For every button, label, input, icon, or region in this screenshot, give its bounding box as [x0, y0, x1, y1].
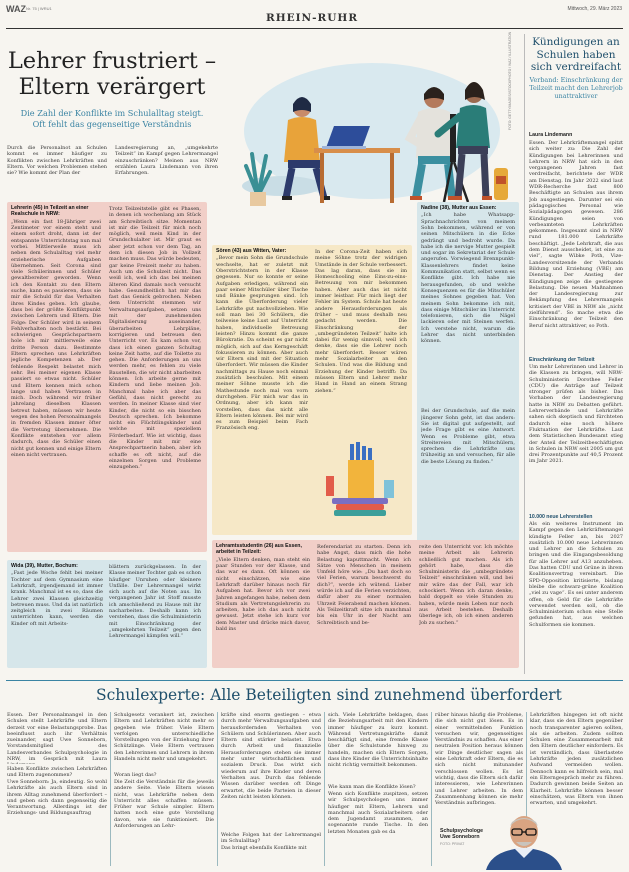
card-3-heading: Nadine (38), Mutter aus Essen:	[421, 205, 497, 211]
sidebar-headline-line2: Schulen haben	[536, 48, 616, 61]
card-mother-essen	[417, 202, 519, 552]
pencil-cup-illustration	[322, 440, 406, 530]
sidebar-body-3: Als ein weiteres Instrument im Kampf gegen den Lehrkräftemangel kündigte Feller an, bis 2027 zusätzlich 10.000 neue Lehrerinnen und Lehrer an die Schulen zu bringen und die Eingangsbesoldung für alle Lehrer auf A13 anzuheben. Das hatten CDU und Grüne in ihrem Koalitionsvertrag vereinbart. Die SPD-Opposition kritisierte, bislang bleibe die schwarz-grüne Koalition „viel zu vage“. Es sei unter anderem offen, ob Geld für die Lehrkräfte verwendet werden soll, ob die Schulministerium schon eine Stelle gefunden hat, aus welchen Schulformen sie kommen.	[529, 521, 623, 628]
interview-answer-1: Uwe Sonneborn: Ja, eindeutig. So wohl Lehrkräfte als auch Eltern sind in ihrem Alltag zunehmend überfordert – und geben sich dann gegenseitig die Verantwortung. Allerdings ist der Erziehungs- und Bildungsauftrag	[7, 779, 107, 817]
interview-question-2: Woran liegt das?	[114, 772, 157, 778]
masthead-date: Mittwoch, 29. März 2023	[567, 6, 622, 12]
portrait-caption	[440, 828, 486, 847]
lead-illustration	[222, 31, 512, 212]
masthead-rule	[6, 28, 623, 29]
card-mother-bochum	[7, 560, 207, 668]
section-title: RHEIN-RUHR	[266, 12, 359, 24]
col-divider	[431, 712, 432, 866]
card-1-body-col2: Trotz Teilzeitstelle gibt es Phasen, in denen ich wochenlang am Stück am Schreibtisch sitze. Momentan ist mir die Teilzeit für mich noch möglich, weil mein Kind in der Grundschulalter ist. Mir graut es aber jetzt schon vor dem Tag, an dem ich diesen Job in Vollzeit machen muss. Das würde bedeuten, gar keine Freizeit mehr zu haben. Auch um die Schulzeit nicht. Das weiß ich, weil ich das bei meinen älteren Kind damals noch versucht habe. Gesundheitlich hat mir das fast das Genick gebrochen. Neben dem Unterricht stemmen wir Verwaltungsaufgaben, setzen uns mit der zunehmenden Digitalisierung auseinander, überarbeiten Lehrpläne, korrigieren und betreuen den Unterricht vor. Es kam schon vor, dass ich einen ganzen Schultag keine Zeit hatte, auf die Toilette zu gehen. Die Anforderungen an uns werden mehr, es fehlen zu viele Baustellen, die wir nicht abarbeiten können. Ich arbeite gerne mit Kindern und liebe meinen Job. Manchmal habe ich aber das Gefühl, dass nicht gerecht zu werden. In meiner Klasse sind vier Kinder, die nicht so ein bisschen Deutsch sprechen. Ich bekomme nicht ein Flüchtlingskinder und welche mit speziellem Förderbedarf. Wie ist wichtig, dass die Kinder mit mir eine Ansprechpartnerin haben, aber ich schaffe es oft nicht, auf die einzelnen Sorgen und Probleme einzugehen.“	[109, 206, 201, 471]
lead-subhead-line1: Die Zahl der Konflikte im Schulalltag steigt.	[20, 108, 204, 118]
lead-intro-col2: Landesregierung an, „umgekehrte Teilzeit“ im Kampf gegen Lehrermangel einzuschränken? Meinen aus NRW erzählen Laura Lindemann von ihren Erfahrungen.	[115, 145, 218, 177]
card-father-witten	[212, 245, 412, 535]
lead-headline-line2: Eltern verärgert	[18, 74, 206, 100]
card-4-body-col2: blättern zurückgelassen. In der Klasse meiner Tochter gab es schon häufiger Unruhen oder kleinere Unfälle. Der Lehrermangel wirkt sich auch auf die Noten aus. Im vergangenen Jahr ist Stoff musste ich amschließend zu Hause mit ihr nacharbeiten. Deshalb kann ich verstehen, dass die Schulministerin mit Einschränkung der „umgekehrten Teilzeit“ gegen den Lehrermangel kämpfen will.“	[109, 564, 201, 640]
interview-question-3: Welche Folgen hat der Lehrermangel im Schulalltag?	[221, 832, 321, 845]
interview-top-rule	[6, 680, 623, 681]
col-divider	[324, 712, 325, 866]
portrait-photo	[484, 812, 564, 870]
lead-intro-col1: Durch die Personalnot an Schulen kommt es immer häufiger zu Konflikten zwischen Lehrkräften und Eltern. Vor welchen Problemen stehen sie? Wie kommt der Plan der	[7, 145, 107, 177]
card-5-body-col3: reite den Unterricht vor. Ich möchte meine Arbeit als Lehrerin schließlich gut machen. Als ich gehört habe, dass die Schulministerin die „umbegründete Teilzeit“ einschränken will, und bei mir wäre das der Fall, war ich schockiert. Wenn ich daran denke, bald doppelt so viele Stunden zu haben, würde mein Leben nur noch aus Arbeit bestehen. Deshalb überlege ich, ob ich einen anderen Job zu suchen.“	[419, 544, 513, 626]
interview-question-1: Haben Konflikte zwischen Lehrkräften und Eltern zugenommen?	[7, 766, 107, 779]
sidebar-subheading-2: 10.000 neue Lehrerstellen	[529, 514, 593, 520]
sidebar-author: Laura Lindemann	[529, 132, 573, 138]
sidebar-body-2: Um mehr Lehrerinnen und Lehrer in die Klassen zu bringen, will NRW-Schulministerin Dorothee Feller (CDU) die Anträge auf Teilzeit stronger prüfen als bisher. Das Vorhaben der Landesregierung hatte in NRW zu Debatten geführt. Lehrerverbände und Lehrkräfte sahen sich skeptisch und fürchteten dadurch eine noch höhere Fluktuation der Lehrkräfte. Laut dem Statistischen Bundesamt stieg der Anteil der Teilzeitbeschäftigten in Schulen in NRW seit 2005 um gut drei Prozentpunkte auf 40,5 Prozent im Jahr 2021.	[529, 364, 623, 465]
interview-col2-text: Schulgesetz verankert ist, zwischen Eltern und Lehrkräften nicht mehr so gegeben wie früher. Viele Eltern verfolgen unterschiedliche Vorstellungen von der Erziehung ihrer Schützlinge. Viele Eltern vertrauen den Lehrerinnen und Lehrern in ihrem Handeln nicht mehr und umgekehrt.	[114, 712, 214, 763]
masthead-logo: WAZ	[6, 4, 26, 14]
sidebar-headline	[528, 36, 624, 74]
lead-headline	[6, 48, 218, 100]
card-5-body-col1: „Viele Eltern denken, man steht ein paar Stunden vor der Klasse, und das war es dann. Oft können sie nicht einschätzen, wie eine Lehrkraft darüber hinaus noch für Aufgaben hat. Bevor ich vor zwei Jahren angefangen habe, neben dem Studium als Vertretungslehrerin zu arbeiten, habe ich das auch nicht gewusst. Jetzt stehe ich kurz vor dem Master und drücke mich davor, bald ins	[216, 556, 310, 633]
card-3-body-2: Bei der Grundschule, auf die mein jüngerer Sohn geht, ist das anders: Sie ist digital gut aufgestellt, auf jede Frage gibt es eine Antwort. Wenn es Probleme gibt, etwa Streitereien mit Mitschülern, sprechen die Lehrkräfte uns frühzeitig an und versuchen, für alle die beste Lösung zu finden.“	[421, 408, 515, 465]
interview-answer-4: Wenn sich Konflikte zuspitzen, setzen wir Schulpsychologen uns immer häufiger mit Eltern, Lehrern und manchmal auch Sozialarbeitern oder dem Jugendamt zusammen, an sogenannte runde Tische. In den letzten Monaten gab es da	[328, 791, 428, 835]
card-2-body-col1: „Bevor mein Sohn die Grundschule wechselte, hat er zuletzt mit Oberstrichtstern in der Klasse gegessen. Nur so konnte er seine Aufgaben erledigen, während ein paar seiner Mitschüler über Tische und Bänke gesprungen sind. Ich kann die Überforderung vieler Lehrkräfte gut nachvollziehen. Wie soll man bei 30 Schülern, die teilweise keine Lust auf Unterricht haben, individuelle Betreuung leisten? Hinzu kommt die ganze Bürokratie. Da scheint es gar nicht möglich, sich auf das Kerngeschäft fokussieren zu können. Aber auch wir Eltern sind mit der Situation überfordert. Wir müssen die Kinder nachmittags zu Hause noch einmal zusätzlich beschulen. Mit einem meiner Söhne musste ich die Mathestunde noch mal von vorn durchgehen. Für mich war das in Ordnung, aber ich kann mir vorstellen, dass das nicht alle Eltern leisten können. Bei mir wird es zum Beispiel beim Fach Französisch eng.	[216, 255, 308, 432]
sidebar-subheading-1: Einschränkung der Teilzeit	[529, 357, 595, 363]
sidebar-headline-line1: Kündigungen an	[532, 36, 620, 48]
col-divider	[110, 712, 111, 866]
interview-col3-text: kräfte sind enorm gestiegen – etwa durch mehr Verwaltungsaufgaben und herausfordernden Verhalten von Schülern und Schülerinnen. Aber auch Eltern sind stärker belastet. Etwa durch Arbeit und finanzielle Herausforderungen stehen sie immer mehr unter wirtschaftlichem und sozialem Druck. Das wirkt sich wiederum auf ihre Kinder und deren Verhalten aus. Durch das fehlende Wissen darüber werden oft Dinge erwartet, die beide Parteien in dieser Zeiten nicht leisten können.	[221, 712, 321, 800]
interview-col4-text: sich. Viele Lehrkräfte beklagen, dass die Beziehungsarbeit mit den Kindern immer häufiger zu kurz kommt. Während Vertretungskräfte damit beschäftigt sind, eine fremde Klasse über die Schulstunde hinweg zu handeln, machen sich Eltern Sorgen, dass ihre Kinder die Unterrichtsinhalte nicht richtig vermittelt bekommen.	[328, 712, 428, 769]
interview-col2	[114, 712, 214, 868]
portrait-caption-credit: FOTO: PRIVAT	[440, 841, 465, 846]
lead-subhead-line2: Oft fehlt das gegenseitige Verständnis	[32, 118, 192, 129]
portrait-caption-name: Uwe Sonneborn	[440, 834, 480, 841]
card-1-body-col1: „Wenn ein fast 18-Jähriger zwei Zentimeter vor einem steht und einem sofort droht, dann ist der entspannte Unterrichtstag nun mal vorbei. Mittlerweile muss ich neben dem Schulalltag viel mehr erzieherische Aufgaben übernehmen. Seit Corona sind viele Schülerinnen und Schüler gewaltbereiter geworden. Wenn ich den Kontakt zu den Eltern suche, kann es passieren, dass sie mir die Schuld für das Verhalten ihres Kindes geben. Ich glaube, dass bei der größte Konfliktpunkt zwischen Lehrern und Eltern. Die Folge: Der Schüler wird in seinem Fehlverhalten noch bestärkt. Bei schwierigen Gesprächspartnern hole ich mir mittlerweile eine dritte Person dazu. Bestimmte Eltern sprechen uns Lehrkräften jegliche Kompetenzen ab. Der fehlende Respekt belastet mich sehr. Bei meiner eigenen Klasse passiert so etwas nicht. Schüler und Eltern kennen mich schon lange und haben Vertrauen in mich. Doch während wir früher jahrelang dieselben Klassen betreut haben, müssen wir heute wegen des hohen Personalmangels in fremden Klassen immer öfter die Vertretung übernehmen. Die Konflikte entstehen vor allem dadurch, dass die Schüler einen nicht gut kennen und einige Eltern einen nicht vertrauen.	[11, 218, 101, 458]
lead-headline-line1: Lehrer frustriert –	[7, 48, 217, 74]
interview-col3	[221, 712, 321, 868]
sidebar-headline-line3: sich verdreifacht	[530, 61, 622, 73]
masthead-edition: Nr. 75 | WRU1	[26, 6, 52, 11]
col-divider	[217, 712, 218, 866]
interview-headline: Schulexperte: Alle Beteiligten sind zunehmend überfordert	[96, 686, 562, 704]
interview-col6: Lehrkräften hingegen ist oft nicht klar, dass sie den Eltern gegenüber noch transparenter agieren sollten, als sie arbeiten. Zudem sollten Schulen eine Zusammenarbeit mit den Eltern deutlicher einfordern. Es ist verständlich, dass überlastete Lehrkräfte jeden zusätzlichen Aufwand vermeiden wollen. Dennoch kann es hilfreich sein, mal ein Elterngespräch mehr zu führen. Dadurch gewinnen beide Seiten an Klarheit. Lehrkräfte können besser einschätzen, was Eltern von ihnen erwarten, und umgekehrt.	[530, 712, 623, 807]
interview-col5: rüber hinaus häufig die Probleme, die sich nicht gut lösen. Es in einer vermittelnden Funktion versuchen wir, gegenseitiges Verständnis zu schaffen. Aus einer neutralen Position heraus können wir Dinge deutlicher sagen als eine Lehrkraft oder Eltern, die es sich nicht mitunander verschlossen wollen. Es ist wichtig, dass die Eltern sich dafür interessieren, wie Lehrerinnen und Lehrer arbeiten. In dem Zusammenhang können sie mehr Verständnis aufbringen.	[435, 712, 523, 807]
interview-col1	[7, 712, 107, 868]
card-2-heading: Sören (43) aus Witten, Vater:	[216, 248, 287, 254]
interview-answer-3: Das bringt ebenfalls Konflikte mit	[221, 845, 307, 851]
card-1-heading: Lehrerin (45) in Teilzeit an einer Realschule in NRW:	[11, 205, 89, 218]
uwe-sonneborn-portrait	[484, 812, 564, 870]
sidebar-divider	[524, 34, 525, 674]
interview-col4	[328, 712, 428, 868]
sidebar-subhead: Verband: Einschränkung der Teilzeit macht den Lehrerjob unattraktiver	[529, 76, 623, 100]
interview-intro: Essen. Der Personalmangel in den Schulen stellt Lehrkräfte und Eltern derzeit vor eine Belastungsprobe. Das beeinflusst auch ihr Verhältnis zueinander, sagt Uwe Sonneborn, Vorstandsmitglied des Landesverbandes Schulpsychologie in NRW, im Gespräch mit Laura	[7, 712, 107, 763]
card-5-heading: Lehramtsstudentin (26) aus Essen, arbeitet in Teilzeit:	[216, 543, 302, 556]
parent-teacher-meeting-illustration	[222, 31, 512, 212]
sidebar-body: Essen. Der Lehrkräftemangel spitzt sich weiter zu: Die Zahl der Kündigungen bei Lehrerinnen und Lehrern in NRW hat sich in den vergangenen Jahren fast verdreifacht, berichtete der WDR am Dienstag. Im Jahr 2022 sind laut WDR-Recherche fast 800 Beschäftigte an Schulen aus ihrem Job ausgestiegen. Darunter sei ein pädagogisches Personal wie Sozialpädagogen gewesen. 286 Kündigungen seien von verbeamteten Lehrkräften gekommen. Insgesamt sind in NRW rund 181.000 Lehrkräfte beschäftigt. „Jede Lehrkraft, die aus dem Dienst ausscheidet, ist eine zu viel“, sagte Wibke Poth, Vize-Landesvorsitzende der Verbands Bildung und Erziehung (VBE) am Dienstag. Der Anstieg der Kündigungen zeige die gestiegene Belastung. Die neuen Maßnahmen der Landesregierung zur Bekämpfung des Lehrermangels kritisiert der VBE in NRW als „nicht zielführend“. So mache etwa die Einschränkung der Teilzeit den Beruf nicht attraktiver, so Poth.	[529, 140, 623, 329]
lead-subhead	[6, 108, 218, 129]
interview-question-4: Wie kann man die Konflikte lösen?	[328, 784, 416, 790]
card-5-body-col2: Referendariat zu starten. Denn ich habe Angst, dass mich die hohe Belastung kaputtmacht. Wenn ich Sätze von Menschen in meinem Umfeld höre wie: „Du hast doch so viel Ferien, warum beschwerst du dich?“, werde ich wütend. Lieber würde ich auf die Ferien verzichten, dafür aber zu einer normalen Uhrzeit Feierabend machen können. Als Teilzeitkraft sitze ich manchmal bis ein Uhr in der Nacht am Schreibtisch und be-	[317, 544, 411, 626]
card-teacher-realschule	[7, 202, 207, 552]
card-4-body-col1: „Fast jede Woche fehlt bei meiner Tochter auf dem Gymnasium eine Lehrkraft, irgendjemand ist immer krank. Manchmal ist es so, dass die Lehrer zwei Klassen gleichzeitig betreuen muss. Und da ist natürlich zeitgleich in zwei Räumen unterrichten kann, werden die Kinder oft mit Arbeits-	[11, 570, 103, 627]
portrait-caption-label: Schulpsychologe	[440, 828, 483, 834]
card-4-heading: Wida (39), Mutter, Bochum:	[11, 563, 78, 569]
card-2-body-col2: In der Corona-Zeit haben sich meine Söhne trotz der widrigen Umstände in der Schule verbessert. Das lag daran, dass sie im Homeschooling eine Eins-zu-eins-Betreuung von mir bekommen haben. Aber auch das ist nicht immer leistbar. Für mich liegt der Fehler im System. Schule hat heute andere Herausforderungen als früher – und muss deshalb neu gedacht werden. Die Einschränkung der „umbegründeten Teilzeit“ halte ich dabei für wenig sinnvoll, weil ich denke, dass sie die Lehrer noch mehr überfordert. Besser wären mehr Sozialarbeiter an den Schulen. Und was die Bildung und Erziehung der Kinder betrifft: Da müssen Eltern und Lehrer mehr Hand in Hand an einem Strang ziehen.“	[315, 249, 407, 394]
lead-image-credit: FOTO: GETTYIMAGES/ISTOCKPHOTO / WAZ / ILLUSTRATION	[508, 31, 512, 130]
interview-answer-2: Die Zeit die Verständnis für die jeweils andere Seite. Viele Eltern wissen nicht, was Lehrkräfte neben dem Unterricht alles schaffen müssen. Früher war Schule simpler. Eltern hatten noch eine gute Vorstellung davon, wie sie funktioniert. Die Anforderungen an Lehr-	[114, 779, 214, 830]
card-3-body-1: „Ich habe Whatsapp-Sprachnachrichten von meinem Sohn bekommen, während er von seinen Mitschülern in die Ecke gedrängt und bedroht wurde. Da habe ich die nervige Mutter gespielt und sogar im Sekretariat der Schule angerufen. Vorwiegend Brennpunkt-Klassenlehrers findet keine Kommunikation statt, selbst wenn es Konflikte gibt. Ich habe nie herausgefunden, ob und welche Konsequenzen es für die Mitschüler meines Sohnes gegeben hat. Von meinem Sohn bekomme ich mit, dass einige Mitschüler im Unterricht telefonieren, sich die Nägel lackieren oder mit Steinen werfen. Ich verstehe nicht, warum die Lehrer das nicht unterbinden können.	[421, 212, 515, 345]
card-student-teacher-essen	[212, 540, 519, 668]
